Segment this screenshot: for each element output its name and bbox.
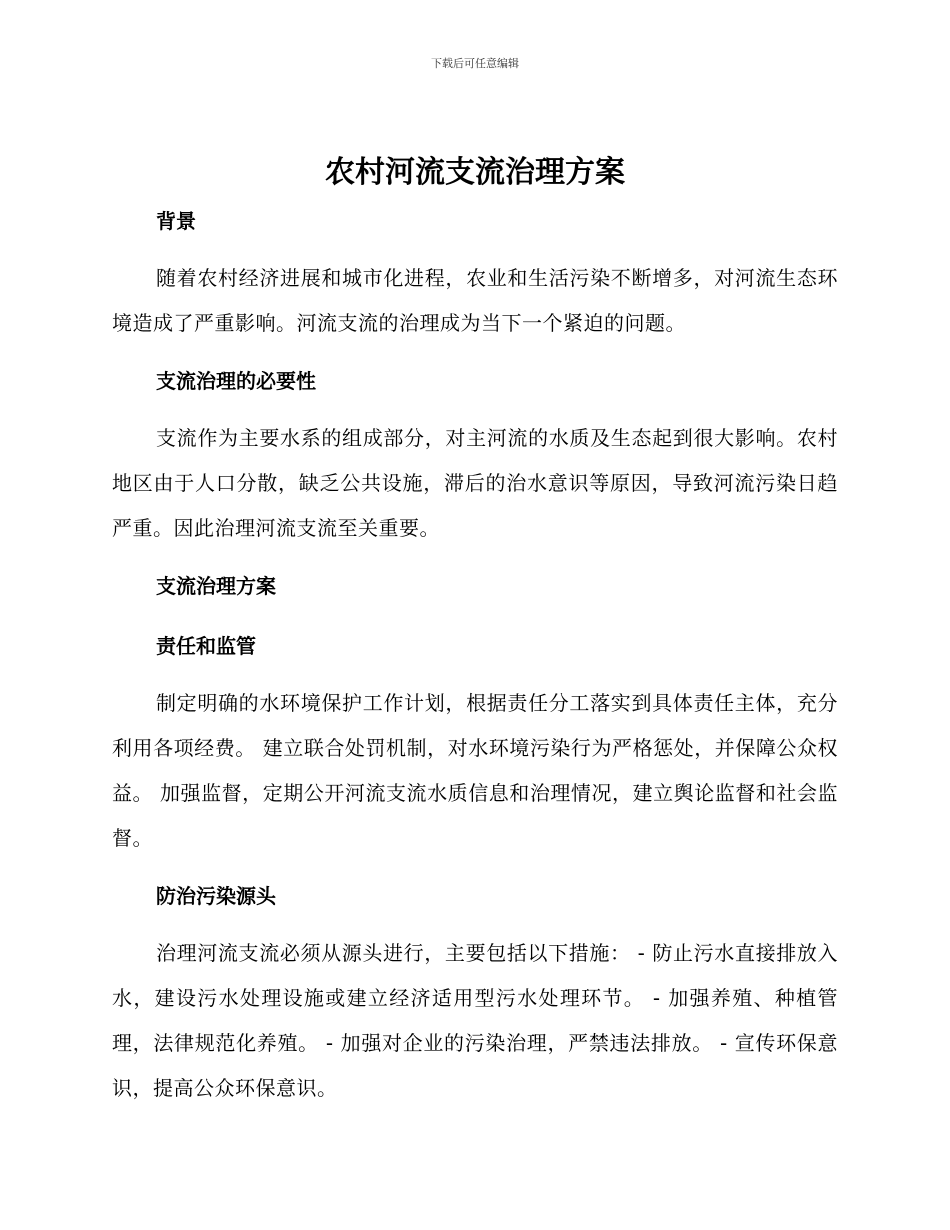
section-heading-responsibility: 责任和监管: [156, 634, 256, 658]
section-heading-source: 防治污染源头: [156, 884, 276, 908]
section-heading-plan: 支流治理方案: [156, 574, 276, 598]
document-body: [112, 150, 838, 1111]
paragraph-necessity: 支流作为主要水系的组成部分，对主河流的水质及生态起到很大影响。农村地区由于人口分散，缺乏公共设施，滞后的治水意识等原因，导致河流污染日趋严重。因此治理河流支流至关重要。: [112, 426, 838, 540]
paragraph-responsibility: 制定明确的水环境保护工作计划，根据责任分工落实到具体责任主体，充分利用各项经费。 建立联合处罚机制，对水环境污染行为严格惩处，并保障公众权益。 加强监督，定期公开河流支流水质信息和治理情况，建立舆论监督和社会监督。: [112, 691, 838, 850]
paragraph-background: 随着农村经济进展和城市化进程，农业和生活污染不断增多，对河流生态环境造成了严重影响。河流支流的治理成为当下一个紧迫的问题。: [112, 266, 838, 335]
section-heading-background: 背景: [156, 209, 196, 233]
section-heading-necessity: 支流治理的必要性: [156, 369, 316, 393]
document-title: 农村河流支流治理方案: [325, 155, 625, 190]
paragraph-source: 治理河流支流必须从源头进行，主要包括以下措施： - 防止污水直接排放入水，建设污水处理设施或建立经济适用型污水处理环节。 - 加强养殖、种植管理，法律规范化养殖。 - 加强对企业的污染治理，严禁违法排放。 - 宣传环保意识，提高公众环保意识。: [112, 941, 838, 1100]
page-header-note: 下载后可任意编辑: [431, 57, 519, 70]
